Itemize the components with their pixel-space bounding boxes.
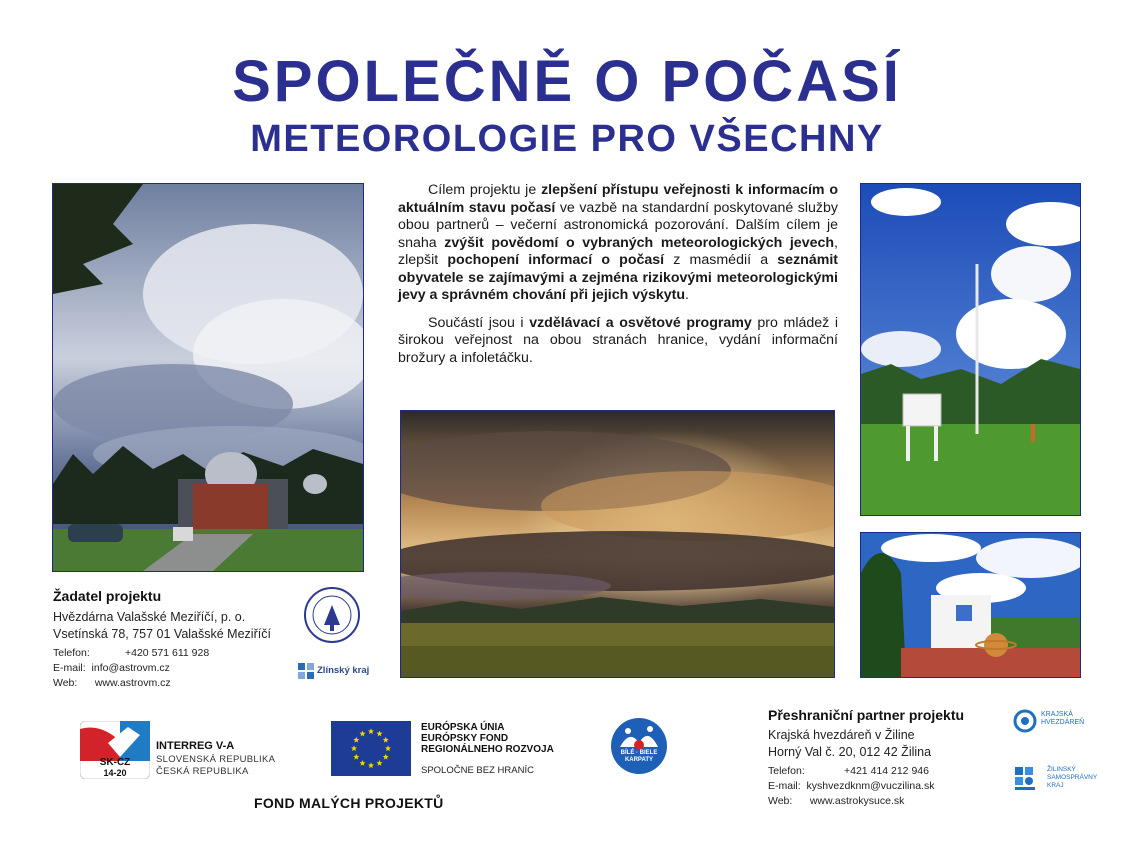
eu-line-1: EURÓPSKA ÚNIA: [421, 722, 505, 733]
partner-block: [768, 707, 1008, 809]
bile-karpaty-logo: [610, 717, 668, 775]
partner-web-label: Web:: [768, 795, 793, 807]
intro-paragraph-2: [398, 315, 838, 368]
zlinsky-kraj-logo: [298, 662, 378, 682]
interreg-title: INTERREG V-A: [156, 740, 235, 752]
applicant-block: [53, 588, 303, 691]
photo-observatory-park: [860, 532, 1081, 678]
applicant-email-row: [53, 661, 303, 676]
partner-phone-label: Telefon:: [768, 765, 805, 777]
photo-sunset-storm: [400, 410, 835, 678]
page-subtitle: METEOROLOGIE PRO VŠECHNY: [250, 118, 884, 160]
partner-email[interactable]: kyshvezdknm@vuczilina.sk: [806, 780, 935, 792]
intro-text: [398, 182, 838, 377]
interreg-line-1: SLOVENSKÁ REPUBLIKA: [156, 754, 276, 765]
krajska-hvezdaren-label: KRAJSKÁ HVEZDÁREŇ: [1041, 711, 1085, 726]
interreg-years: 14-20: [103, 768, 127, 778]
zilinsky-kraj-label: ŽILINSKÝ SAMOSPRÁVNY KRAJ: [1047, 766, 1098, 789]
partner-phone-row: [768, 764, 1008, 779]
hvezdaren-swirl-icon: [1013, 709, 1037, 733]
eu-flag-icon: [331, 721, 411, 776]
intro-p2-segment: pro mládež i širokou veřejnost na obou stranách hranice, vydání informační brožury a infoletáčku.: [398, 314, 838, 366]
partner-heading: Přeshraniční partner projektu: [768, 707, 965, 723]
eu-logo: [331, 721, 571, 779]
partner-web-row: [768, 794, 1008, 809]
partner-email-label: E-mail:: [768, 780, 801, 792]
zilinsky-kraj-logo: [1013, 763, 1113, 797]
intro-p2-segment: Součástí jsou i: [428, 314, 530, 331]
applicant-heading: Žadatel projektu: [53, 588, 162, 604]
interreg-logo: [80, 721, 310, 779]
intro-p1-segment: ve vazbě na standardní poskytované služby obou partnerů – večerní astronomická pozorování. Dalším cílem je snaha: [398, 199, 838, 251]
zilinsky-kraj-crest-icon: [1013, 765, 1043, 795]
photo-observatory-clouds: [52, 183, 364, 572]
applicant-web-label: Web:: [53, 677, 78, 689]
intro-p1-segment: , zlepšit: [398, 234, 838, 268]
applicant-email[interactable]: info@astrovm.cz: [91, 662, 170, 674]
partner-email-row: [768, 779, 1008, 794]
eu-line-2: EURÓPSKY FOND: [421, 733, 509, 744]
krajska-hvezdaren-logo: [1013, 707, 1103, 735]
partner-name: Krajská hvezdáreň v Žiline: [768, 728, 915, 742]
applicant-phone-label: Telefon:: [53, 647, 90, 659]
partner-web[interactable]: www.astrokysuce.sk: [809, 795, 905, 807]
photo-weather-station: [860, 183, 1081, 516]
intro-p2-segment: vzdělávací a osvětové programy: [529, 314, 752, 331]
intro-p1-segment: zvýšit povědomí o vybraných meteorologických jevech: [444, 234, 835, 251]
partner-address: Horný Val č. 20, 012 42 Žilina: [768, 745, 932, 759]
zlinsky-kraj-icon: [298, 663, 314, 679]
intro-p1-segment: .: [685, 287, 689, 303]
applicant-web[interactable]: www.astrovm.cz: [94, 677, 171, 689]
applicant-email-label: E-mail:: [53, 662, 86, 674]
karpaty-line-2: KARPATY: [624, 757, 654, 763]
intro-p1-segment: zlepšení přístupu veřejnosti k informacím o aktuálním stavu počasí: [398, 182, 838, 216]
eu-slogan: SPOLOČNE BEZ HRANÍC: [421, 765, 534, 776]
observatory-seal-logo: [302, 585, 362, 645]
bile-karpaty-icon: [610, 717, 668, 775]
intro-p1-segment: z masmédií a: [664, 252, 778, 268]
applicant-web-row: [53, 676, 303, 691]
applicant-phone-row: [53, 646, 303, 661]
interreg-badge: SK-CZ: [99, 757, 131, 768]
intro-paragraph-1: [398, 182, 838, 305]
eu-line-3: REGIONÁLNEHO ROZVOJA: [421, 744, 554, 755]
page-title: SPOLEČNĚ O POČASÍ: [232, 49, 902, 114]
zlinsky-kraj-label: Zlínský kraj: [317, 665, 370, 676]
fund-label: FOND MALÝCH PROJEKTŮ: [254, 795, 444, 811]
karpaty-line-1: BÍLÉ · BIELE: [620, 750, 658, 756]
applicant-name: Hvězdárna Valašské Meziříčí, p. o.: [53, 610, 246, 624]
intro-p1-segment: pochopení informací o počasí: [447, 252, 665, 268]
intro-p1-segment: Cílem projektu je: [428, 182, 542, 198]
applicant-phone: +420 571 611 928: [125, 647, 210, 659]
applicant-address: Vsetínská 78, 757 01 Valašské Meziříčí: [53, 627, 271, 641]
intro-p1-segment: seznámit obyvatele se zajímavými a zejména rizikovými meteorologickými jevy a správném chování při jejich výskytu: [398, 252, 839, 303]
partner-phone: +421 414 212 946: [844, 765, 929, 777]
interreg-line-2: ČESKÁ REPUBLIKA: [156, 766, 249, 777]
